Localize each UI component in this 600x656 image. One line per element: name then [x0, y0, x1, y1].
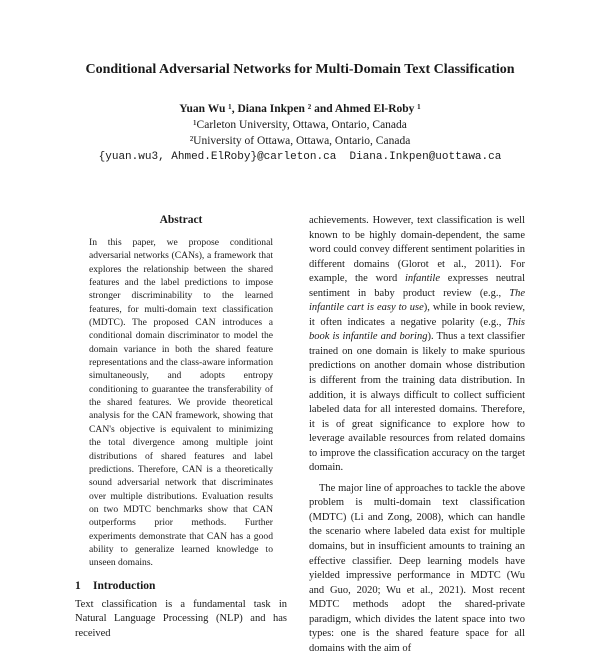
section-number: 1: [75, 579, 81, 592]
affiliation-1: ¹Carleton University, Ottawa, Ontario, Canada: [193, 119, 407, 131]
left-column: [75, 214, 287, 641]
section-heading-introduction: [75, 580, 287, 592]
p1-italic-3: This book is infantile and boring: [309, 316, 525, 343]
author-emails: {yuan.wu3, Ahmed.ElRoby}@carleton.ca Diana.Inkpen@uottawa.ca: [98, 151, 502, 163]
p1-text-b: expresses neutral sentiment in baby product review (e.g.,: [309, 273, 525, 299]
right-paragraph-2: The major line of approaches to tackle the above problem is multi-domain text classification (MDTC) (Li and Zong, 2008), which can handle the scenario where labeled data exist for multiple domains, but in insufficient amounts to training an effective classifier. Deep learning models have yielded impressive performance in MDTC (Wu and Guo, 2020; Wu et al., 2021). Most recent MDTC methods adopt the shared-private paradigm, which divides the latent space into two types: one is the shared feature space for all domains with the aim of: [309, 482, 525, 654]
paper-title: Conditional Adversarial Networks for Multi-Domain Text Classification: [85, 62, 515, 77]
p1-text-d: ). Thus a text classifier trained on one domain is likely to make spurious predictions on another domain whose distribution is different from the training data distribution. In addition, it is always difficult to collect sufficient labeled data for all interested domains. Therefore, it is of great significance to explore how to leverage available resources from related domains to improve the classification accuracy on the target domain.: [309, 331, 525, 474]
section-title: Introduction: [93, 579, 156, 592]
abstract-text: In this paper, we propose conditional adversarial networks (CANs), a framework that explores the relationship between the shared features and the label predictions to impose stronger discriminability to the learned features, for multi-domain text classification (MDTC). The proposed CAN introduces a conditional domain discriminator to model the domain variance in both the shared feature representations and the class-aware information simultaneously, and adopts entropy conditioning to guarantee the transferability of the shared features. We provide theoretical analysis for the CAN framework, showing that CAN's objective is equivalent to minimizing the total divergence among multiple joint distributions of shared features and label predictions. Therefore, CAN is a theoretically sound adversarial network that discriminates over multiple distributions. Evaluation results on two MDTC benchmarks show that CAN outperforms prior methods. Further experiments demonstrate that CAN has a good ability to generalize learned knowledge to unseen domains.: [89, 237, 273, 569]
right-column: [309, 214, 525, 656]
affiliation-2: ²University of Ottawa, Ottawa, Ontario, Canada: [189, 135, 411, 147]
p1-text-a: achievements. However, text classification is well known to be highly domain-dependent, the same word could convey different sentiment polarities in different domains (Glorot et al., 2011). For example, the word: [309, 215, 525, 285]
intro-paragraph: Text classification is a fundamental task in Natural Language Processing (NLP) and has received: [75, 598, 287, 639]
abstract-heading: Abstract: [159, 214, 203, 226]
author-names: Yuan Wu ¹, Diana Inkpen ² and Ahmed El-Roby ¹: [179, 103, 421, 115]
p1-italic-2: The infantile cart is easy to use: [309, 287, 525, 314]
right-paragraph-1: [309, 214, 525, 476]
p1-text-c: ), while in book review, it often indicates a negative polarity (e.g.,: [309, 302, 525, 328]
author-block: [0, 101, 600, 165]
p1-italic-1: infantile: [405, 273, 440, 285]
